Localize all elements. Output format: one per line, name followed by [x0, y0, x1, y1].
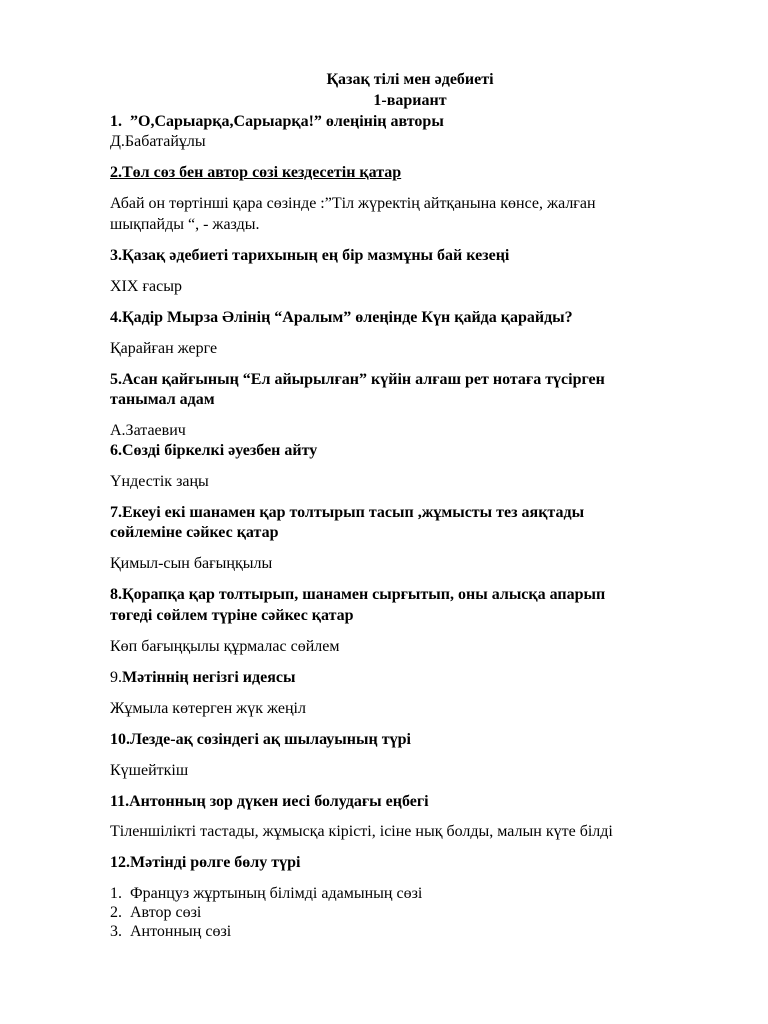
answer-2-line-1: Абай он төртінші қара сөзінде :”Тіл жүректің айтқанына көнсе, жалған: [110, 195, 596, 212]
question-11: 11.Антонның зор дүкен иесі болудағы еңбегі: [110, 793, 429, 810]
answer-5: А.Затаевич: [110, 422, 186, 439]
answer-1: Д.Бабатайұлы: [110, 133, 206, 150]
answer-2-line-2: шықпайды “, - жазды.: [110, 216, 260, 233]
question-7-line-2: сөйлеміне сәйкес қатар: [110, 524, 279, 541]
list-item-text: Француз жұртының білімді адамының сөзі: [130, 885, 423, 902]
answer-7: Қимыл-сын бағыңқылы: [110, 555, 273, 572]
question-1-number: 1.: [110, 113, 122, 130]
answer-12-item-2: [110, 903, 201, 923]
question-4: 4.Қадір Мырза Әлінің “Аралым” өлеңінде Күн қайда қарайды?: [110, 309, 573, 326]
question-8-line-2: төгеді сөйлем түріне сәйкес қатар: [110, 607, 354, 624]
document-title: Қазақ тілі мен әдебиеті: [326, 71, 494, 88]
question-1: [110, 112, 444, 132]
answer-3: XIX ғасыр: [110, 278, 182, 295]
answer-11: Тіленшілікті тастады, жұмысқа кірісті, ісіне нық болды, малын күте білді: [110, 823, 613, 840]
question-8-line-1: 8.Қорапқа қар толтырып, шанамен сырғытып, оны алысқа апарып: [110, 586, 606, 603]
answer-4: Қарайған жерге: [110, 340, 218, 357]
list-item-text: Автор сөзі: [130, 904, 202, 921]
list-number: 1.: [110, 885, 122, 902]
question-6: 6.Сөзді біркелкі әуезбен айту: [110, 442, 318, 459]
question-9: [110, 668, 295, 688]
answer-12-item-1: [110, 884, 422, 904]
question-9-text: Мәтіннің негізгі идеясы: [122, 669, 296, 686]
answer-8: Көп бағыңқылы құрмалас сөйлем: [110, 638, 340, 655]
question-7-line-1: 7.Екеуі екі шанамен қар толтырып тасып ,жұмысты тез аяқтады: [110, 504, 585, 521]
question-5-line-2: танымал адам: [110, 391, 215, 408]
answer-10: Күшейткіш: [110, 762, 189, 779]
answer-6: Үндестік заңы: [110, 473, 209, 490]
question-3: 3.Қазақ әдебиеті тарихының ең бір мазмұны бай кезеңі: [110, 247, 510, 264]
answer-12-item-3: [110, 922, 231, 942]
list-item-text: Антонның сөзі: [130, 923, 232, 940]
question-9-number: 9.: [110, 669, 122, 686]
question-2: 2.Төл сөз бен автор сөзі кездесетін қатар: [110, 164, 402, 181]
variant-label: 1-вариант: [373, 92, 447, 109]
question-1-text: ”О,Сарыарқа,Сарыарқа!” өлеңінің авторы: [130, 113, 444, 130]
question-5-line-1: 5.Асан қайғының “Ел айырылған” күйін алғаш рет нотаға түсірген: [110, 371, 605, 388]
question-10: 10.Лезде-ақ сөзіндегі ақ шылауының түрі: [110, 731, 411, 748]
question-12: 12.Мәтінді рөлге бөлу түрі: [110, 854, 301, 871]
answer-9: Жұмыла көтерген жүк жеңіл: [110, 700, 306, 717]
list-number: 3.: [110, 923, 122, 940]
list-number: 2.: [110, 904, 122, 921]
